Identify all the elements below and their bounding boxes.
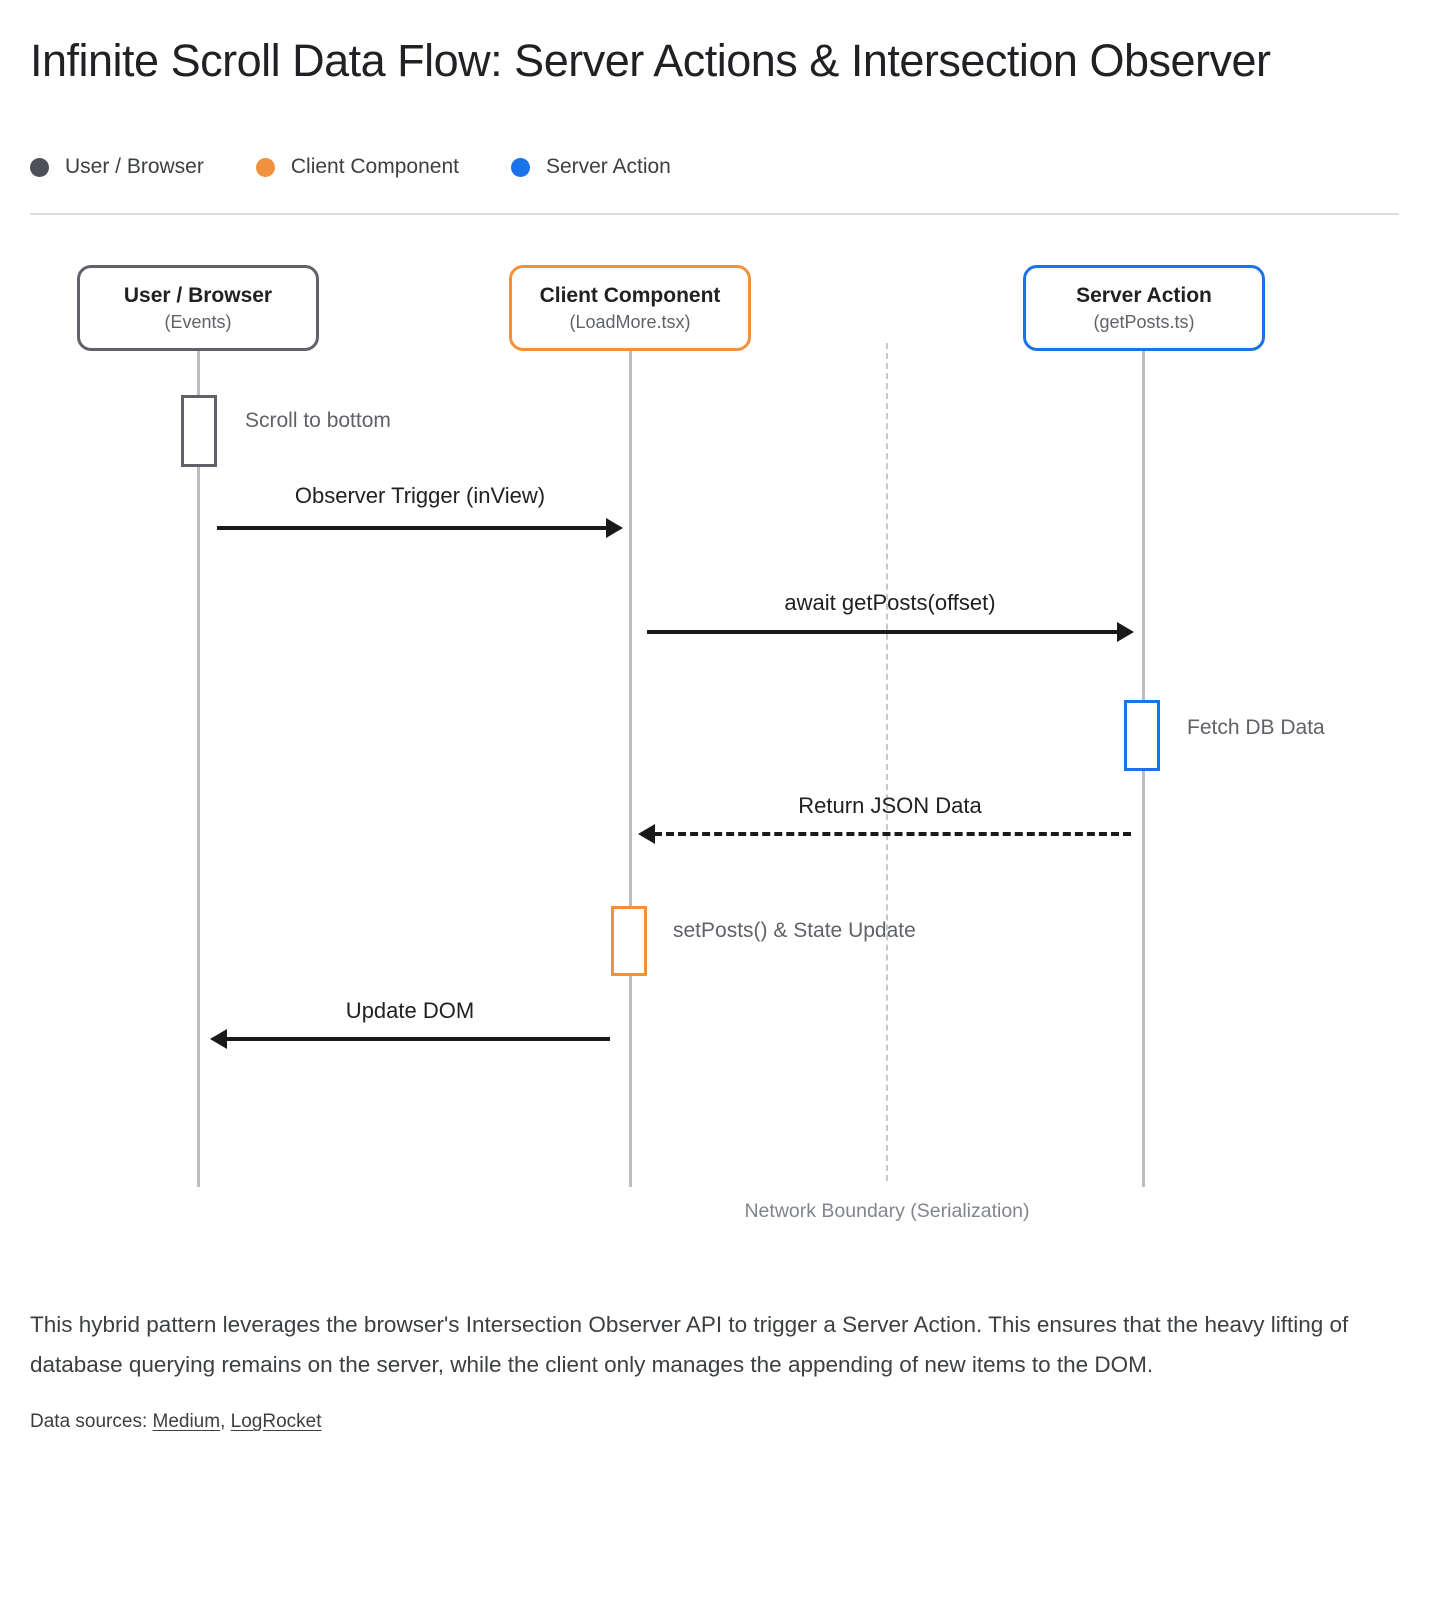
message-line-observer-trigger <box>217 526 609 530</box>
legend-item-client-component <box>256 155 459 179</box>
actor-detail: (Events) <box>164 311 232 332</box>
network-boundary-line <box>886 343 888 1181</box>
user-browser-dot-icon <box>30 158 49 177</box>
client-component-dot-icon <box>256 158 275 177</box>
actor-detail: (LoadMore.tsx) <box>569 311 691 332</box>
arrowhead-left-icon <box>638 824 655 844</box>
actor-name: User / Browser <box>123 283 273 307</box>
activation-box-client <box>611 906 647 976</box>
data-sources-separator: , <box>220 1411 231 1433</box>
note-scroll-to-bottom: Scroll to bottom <box>245 409 391 433</box>
server-action-dot-icon <box>511 158 530 177</box>
actor-box-user-browser <box>77 265 319 351</box>
message-line-await-getposts <box>647 630 1120 634</box>
activation-box-server <box>1124 700 1160 771</box>
data-sources <box>30 1411 1399 1433</box>
diagram-caption: This hybrid pattern leverages the browser's Intersection Observer API to trigger a Server Action. This ensures that the heavy lifting of database querying remains on the server, while the client only manages the appending of new items to the DOM. <box>30 1312 1349 1378</box>
note-setposts-state-update: setPosts() & State Update <box>673 919 916 943</box>
message-label-return-json: Return JSON Data <box>798 793 982 819</box>
arrowhead-right-icon <box>1117 622 1134 642</box>
lifeline-client-component <box>629 350 632 1187</box>
legend-label: User / Browser <box>65 155 204 179</box>
message-label-observer-trigger: Observer Trigger (inView) <box>294 483 546 509</box>
actor-name: Server Action <box>1076 283 1212 307</box>
message-label-await-getposts: await getPosts(offset) <box>784 590 996 616</box>
data-sources-prefix: Data sources: <box>30 1411 153 1433</box>
message-line-return-json <box>654 832 1131 836</box>
activation-box-user <box>181 395 217 467</box>
arrowhead-left-icon <box>210 1029 227 1049</box>
lifeline-user-browser <box>197 350 200 1187</box>
legend <box>30 153 1399 181</box>
legend-item-server-action <box>511 155 671 179</box>
legend-label: Server Action <box>545 155 671 179</box>
source-link-medium[interactable]: Medium <box>152 1411 221 1433</box>
network-boundary-label: Network Boundary (Serialization) <box>744 1200 1030 1223</box>
actor-name: Client Component <box>539 283 721 307</box>
actor-box-server-action <box>1023 265 1265 351</box>
message-line-update-dom <box>225 1037 610 1041</box>
arrowhead-right-icon <box>606 518 623 538</box>
actor-box-client-component <box>509 265 751 351</box>
note-fetch-db-data: Fetch DB Data <box>1187 716 1325 740</box>
sequence-diagram <box>0 215 1429 1247</box>
message-label-update-dom: Update DOM <box>345 998 475 1024</box>
page-title: Infinite Scroll Data Flow: Server Actions & Intersection Observer <box>30 35 1271 86</box>
actor-detail: (getPosts.ts) <box>1093 311 1195 332</box>
legend-label: Client Component <box>290 155 459 179</box>
legend-item-user-browser <box>30 155 204 179</box>
source-link-logrocket[interactable]: LogRocket <box>230 1411 322 1433</box>
